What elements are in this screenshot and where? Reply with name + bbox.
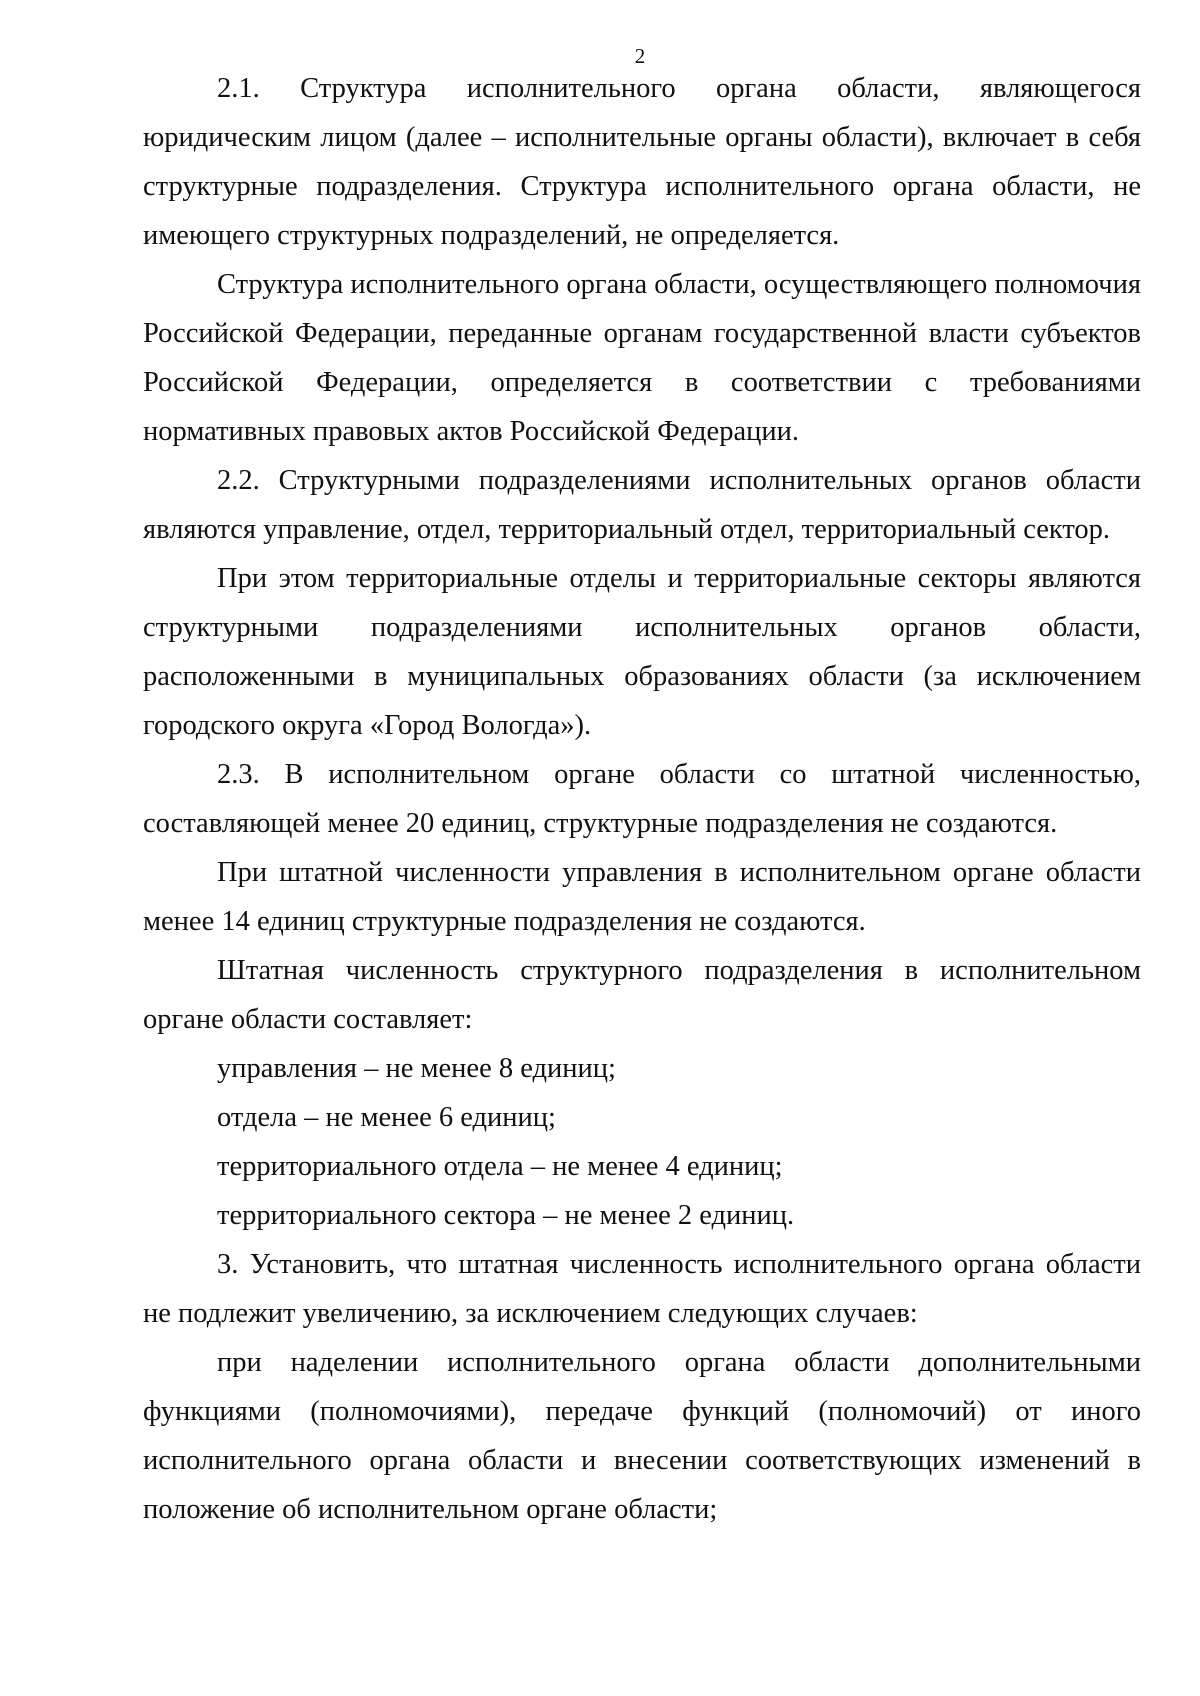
paragraph-2-1-structure: Структура исполнительного органа области, осуществляющего полномочия Российской Федерации, переданные органам государственной власти субъектов Российской Федерации, определяется в соответствии с требованиями нормативных правовых актов Российской Федерации. <box>143 269 1141 447</box>
paragraph-3-case: при наделении исполнительного органа области дополнительными функциями (полномочиями), передаче функций (полномочий) от иного исполнительного органа области и внесении соответствующих изменений в положение об исполнительном органе области; <box>143 1347 1141 1525</box>
paragraph-3: 3. Установить, что штатная численность исполнительного органа области не подлежит увеличению, за исключением следующих случаев: <box>143 1249 1141 1329</box>
paragraph-2-3: 2.3. В исполнительном органе области со штатной численностью, составляющей менее 20 единиц, структурные подразделения не создаются. <box>143 759 1141 839</box>
list-item: отдела – не менее 6 единиц; <box>217 1102 556 1133</box>
list-item: территориального отдела – не менее 4 единиц; <box>217 1151 783 1182</box>
paragraph-2-2-territorial: При этом территориальные отделы и территориальные секторы являются структурными подразделениями исполнительных органов области, расположенными в муниципальных образованиях области (за исключением городского округа «Город Вологда»). <box>143 563 1141 741</box>
paragraph-2-2: 2.2. Структурными подразделениями исполнительных органов области являются управление, отдел, территориальный отдел, территориальный сектор. <box>143 465 1141 545</box>
paragraph-2-3-staffing: Штатная численность структурного подразделения в исполнительном органе области составляет: <box>143 955 1141 1035</box>
list-item: управления – не менее 8 единиц; <box>217 1053 616 1084</box>
paragraph-2-1: 2.1. Структура исполнительного органа области, являющегося юридическим лицом (далее – исполнительные органы области), включает в себя структурные подразделения. Структура исполнительного органа области, не имеющего структурных подразделений, не определяется. <box>143 73 1141 251</box>
paragraph-2-3-management: При штатной численности управления в исполнительном органе области менее 14 единиц структурные подразделения не создаются. <box>143 857 1141 937</box>
document-body <box>143 64 1141 1534</box>
page-number: 2 <box>634 44 646 68</box>
list-item: территориального сектора – не менее 2 единиц. <box>217 1200 795 1231</box>
